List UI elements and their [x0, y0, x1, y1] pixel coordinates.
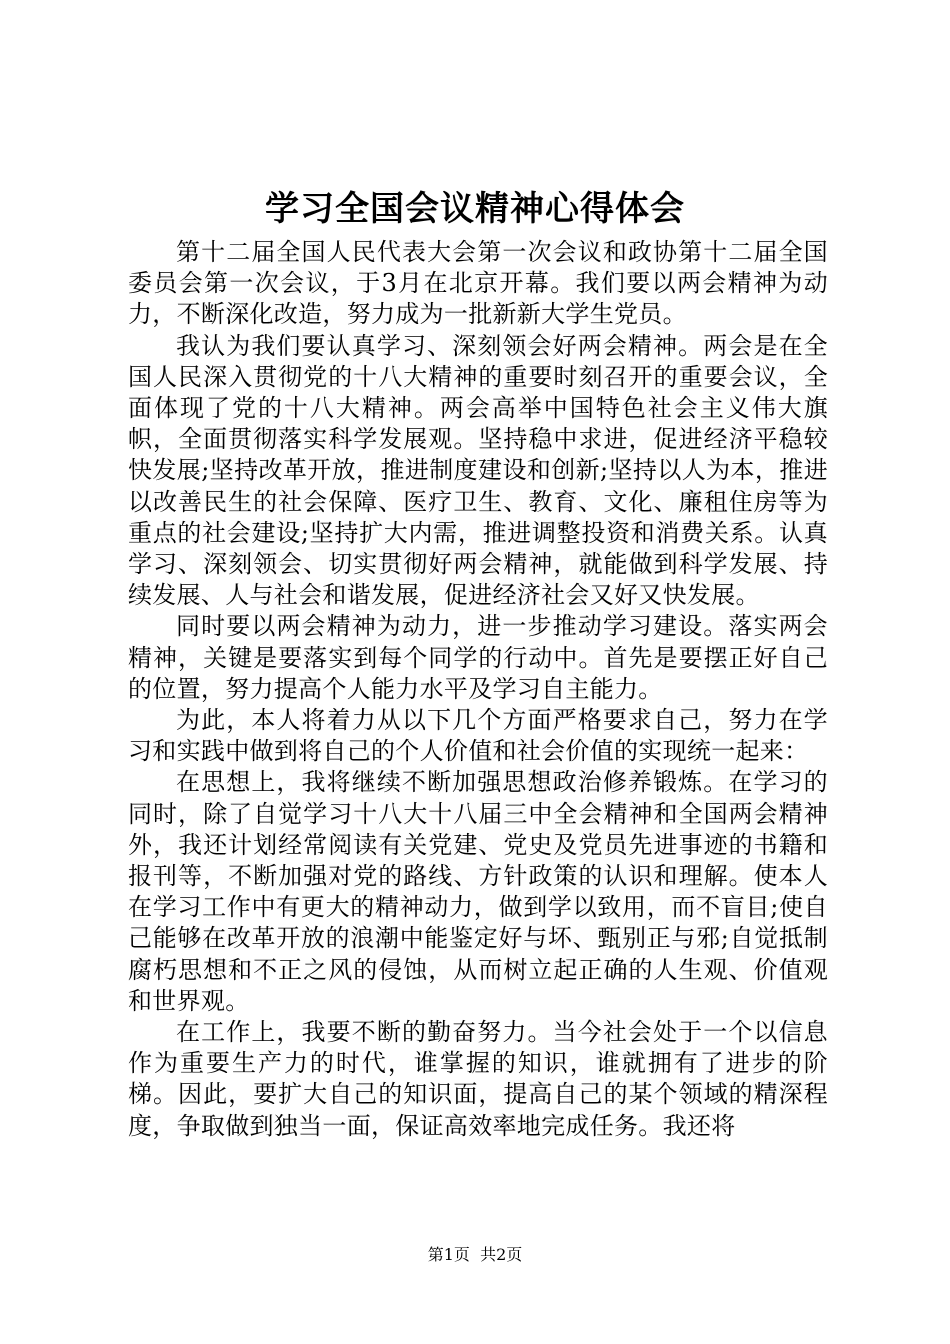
footer-spacer: [470, 1245, 480, 1264]
page-total: 共2页: [480, 1245, 523, 1264]
paragraph: 同时要以两会精神为动力，进一步推动学习建设。落实两会精神，关键是要落实到每个同学的行动中。首先是要摆正好自己的位置，努力提高个人能力水平及学习自主能力。: [128, 612, 828, 703]
document-title: 学习全国会议精神心得体会: [265, 189, 685, 229]
paragraph: 我认为我们要认真学习、深刻领会好两会精神。两会是在全国人民深入贯彻党的十八大精神的重要时刻召开的重要会议，全面体现了党的十八大精神。两会高举中国特色社会主义伟大旗帜，全面贯彻落实科学发展观。坚持稳中求进，促进经济平稳较快发展;坚持改革开放，推进制度建设和创新;坚持以人为本，推进以改善民生的社会保障、医疗卫生、教育、文化、廉租住房等为重点的社会建设;坚持扩大内需，推进调整投资和消费关系。认真学习、深刻领会、切实贯彻好两会精神，就能做到科学发展、持续发展、人与社会和谐发展，促进经济社会又好又快发展。: [128, 331, 828, 610]
paragraph: 第十二届全国人民代表大会第一次会议和政协第十二届全国委员会第一次会议，于3月在北京开幕。我们要以两会精神为动力，不断深化改造，努力成为一批新新大学生党员。: [128, 238, 828, 329]
page-footer: [0, 1243, 950, 1267]
paragraph: 为此，本人将着力从以下几个方面严格要求自己，努力在学习和实践中做到将自己的个人价值和社会价值的实现统一起来：: [128, 706, 828, 766]
paragraph: 在工作上，我要不断的勤奋努力。当今社会处于一个以信息作为重要生产力的时代，谁掌握的知识，谁就拥有了进步的阶梯。因此，要扩大自己的知识面，提高自己的某个领域的精深程度，争取做到独当一面，保证高效率地完成任务。我还将: [128, 1018, 828, 1140]
paragraph: 在思想上，我将继续不断加强思想政治修养锻炼。在学习的同时，除了自觉学习十八大十八届三中全会精神和全国两会精神外，我还计划经常阅读有关党建、党史及党员先进事迹的书籍和报刊等，不断加强对党的路线、方针政策的认识和理解。使本人在学习工作中有更大的精神动力，做到学以致用，而不盲目;使自己能够在改革开放的浪潮中能鉴定好与坏、甄别正与邪;自觉抵制腐朽思想和不正之风的侵蚀，从而树立起正确的人生观、价值观和世界观。: [128, 768, 828, 1015]
document-body: [128, 237, 828, 1142]
page-number: 第1页: [427, 1245, 470, 1264]
